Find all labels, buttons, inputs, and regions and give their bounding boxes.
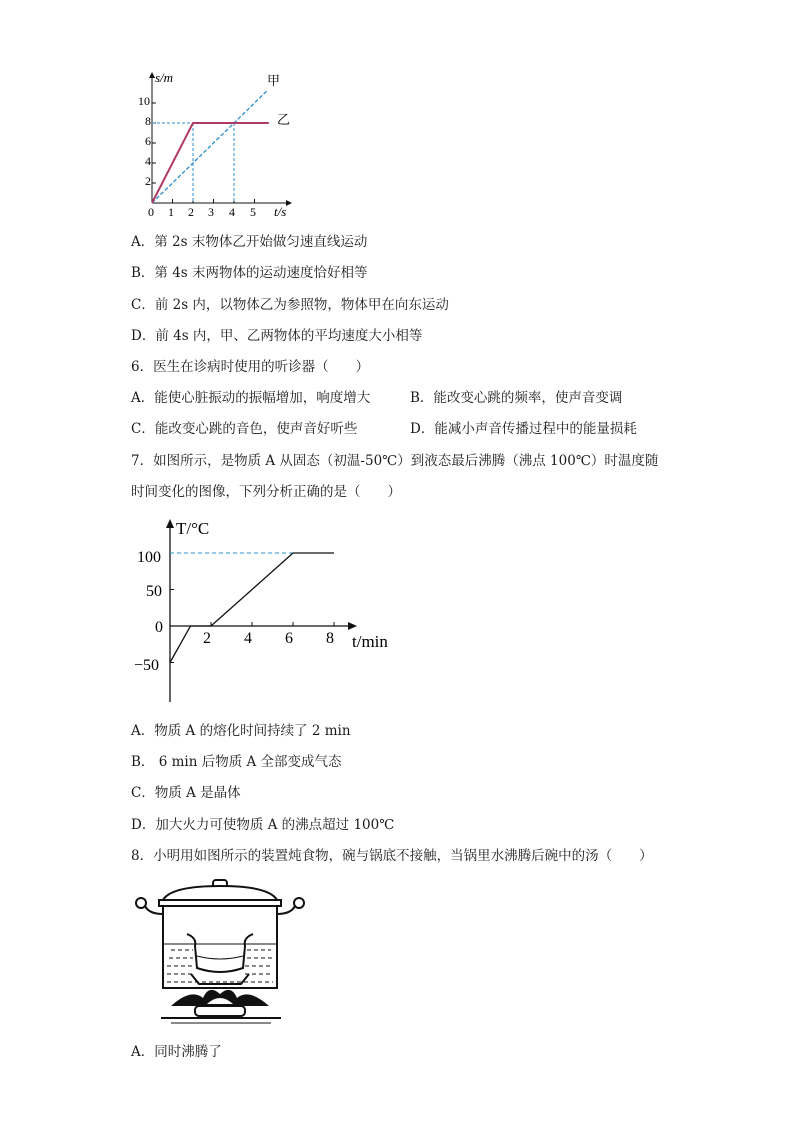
q7-option-a: A．物质 A 的熔化时间持续了 2 min [131, 723, 351, 739]
q7-stem-line2: 时间变化的图像，下列分析正确的是（ ） [131, 484, 401, 500]
q5-option-c: C．前 2s 内，以物体乙为参照物，物体甲在向东运动 [131, 297, 449, 313]
temp-graph-ytick: −50 [134, 657, 160, 674]
st-graph-xtick: 2 [188, 205, 194, 219]
pot-illustration [131, 876, 311, 1030]
temp-graph-xlabel: t/min [352, 632, 388, 651]
temp-graph-ytick: 100 [137, 549, 161, 566]
q6-option-a: A．能使心脏振动的振幅增加，响度增大 [131, 390, 371, 406]
q6-option-c: C．能改变心跳的音色，使声音好听些 [131, 421, 358, 437]
st-graph-xtick: 3 [208, 205, 214, 219]
q5-option-b: B．第 4s 末两物体的运动速度恰好相等 [131, 265, 368, 281]
st-graph-origin: 0 [148, 205, 154, 219]
q6-stem: 6．医生在诊病时使用的听诊器（ ） [131, 359, 370, 375]
q7-stem-line1: 7．如图所示，是物质 A 从固态（初温-50℃）到液态最后沸腾（沸点 100℃）时温度随 [131, 453, 659, 469]
st-graph-ytick: 6 [145, 134, 151, 148]
x-axis-arrow [286, 200, 292, 206]
x-axis-arrow [348, 622, 357, 630]
q7-option-b: B． 6 min 后物质 A 全部变成气态 [131, 754, 342, 770]
q6-option-d: D．能减小声音传播过程中的能量损耗 [410, 421, 637, 437]
st-graph-ytick: 10 [138, 94, 150, 108]
q7-option-d: D．加大火力可使物质 A 的沸点超过 100℃ [131, 817, 395, 833]
st-graph-xtick: 5 [250, 205, 256, 219]
temp-graph-xtick: 8 [326, 630, 334, 647]
q5-option-a: A．第 2s 末物体乙开始做匀速直线运动 [131, 234, 368, 250]
temp-graph-ylabel: T/°C [176, 519, 210, 538]
temperature-graph [134, 512, 404, 712]
temperature-curve [170, 553, 334, 663]
temp-graph-xtick: 4 [244, 630, 252, 647]
st-graph-xtick: 4 [229, 205, 235, 219]
q8-stem: 8．小明用如图所示的装置炖食物，碗与锅底不接触，当锅里水沸腾后碗中的汤（ ） [131, 848, 653, 864]
st-graph-xlabel: t/s [274, 204, 287, 219]
st-graph [136, 66, 306, 224]
series-label-yi: 乙 [277, 112, 291, 127]
series-line-yi [152, 123, 269, 203]
q6-option-b: B．能改变心跳的频率，使声音变调 [410, 390, 623, 406]
q5-option-d: D．前 4s 内，甲、乙两物体的平均速度大小相等 [131, 328, 423, 344]
q7-option-c: C．物质 A 是晶体 [131, 785, 241, 801]
series-line-jia [152, 91, 267, 203]
st-graph-ytick: 4 [145, 154, 151, 168]
st-graph-ytick: 2 [145, 174, 151, 188]
y-axis-arrow [166, 519, 174, 528]
series-label-jia: 甲 [267, 73, 281, 88]
temp-graph-xtick: 2 [203, 630, 211, 647]
st-graph-ytick: 8 [145, 114, 151, 128]
q8-option-a: A．同时沸腾了 [131, 1044, 222, 1060]
temp-graph-ytick: 50 [146, 583, 162, 600]
st-graph-xtick: 1 [168, 205, 174, 219]
temp-graph-ytick: 0 [155, 619, 163, 636]
temp-graph-xtick: 6 [285, 630, 293, 647]
st-graph-ylabel: s/m [155, 70, 174, 85]
